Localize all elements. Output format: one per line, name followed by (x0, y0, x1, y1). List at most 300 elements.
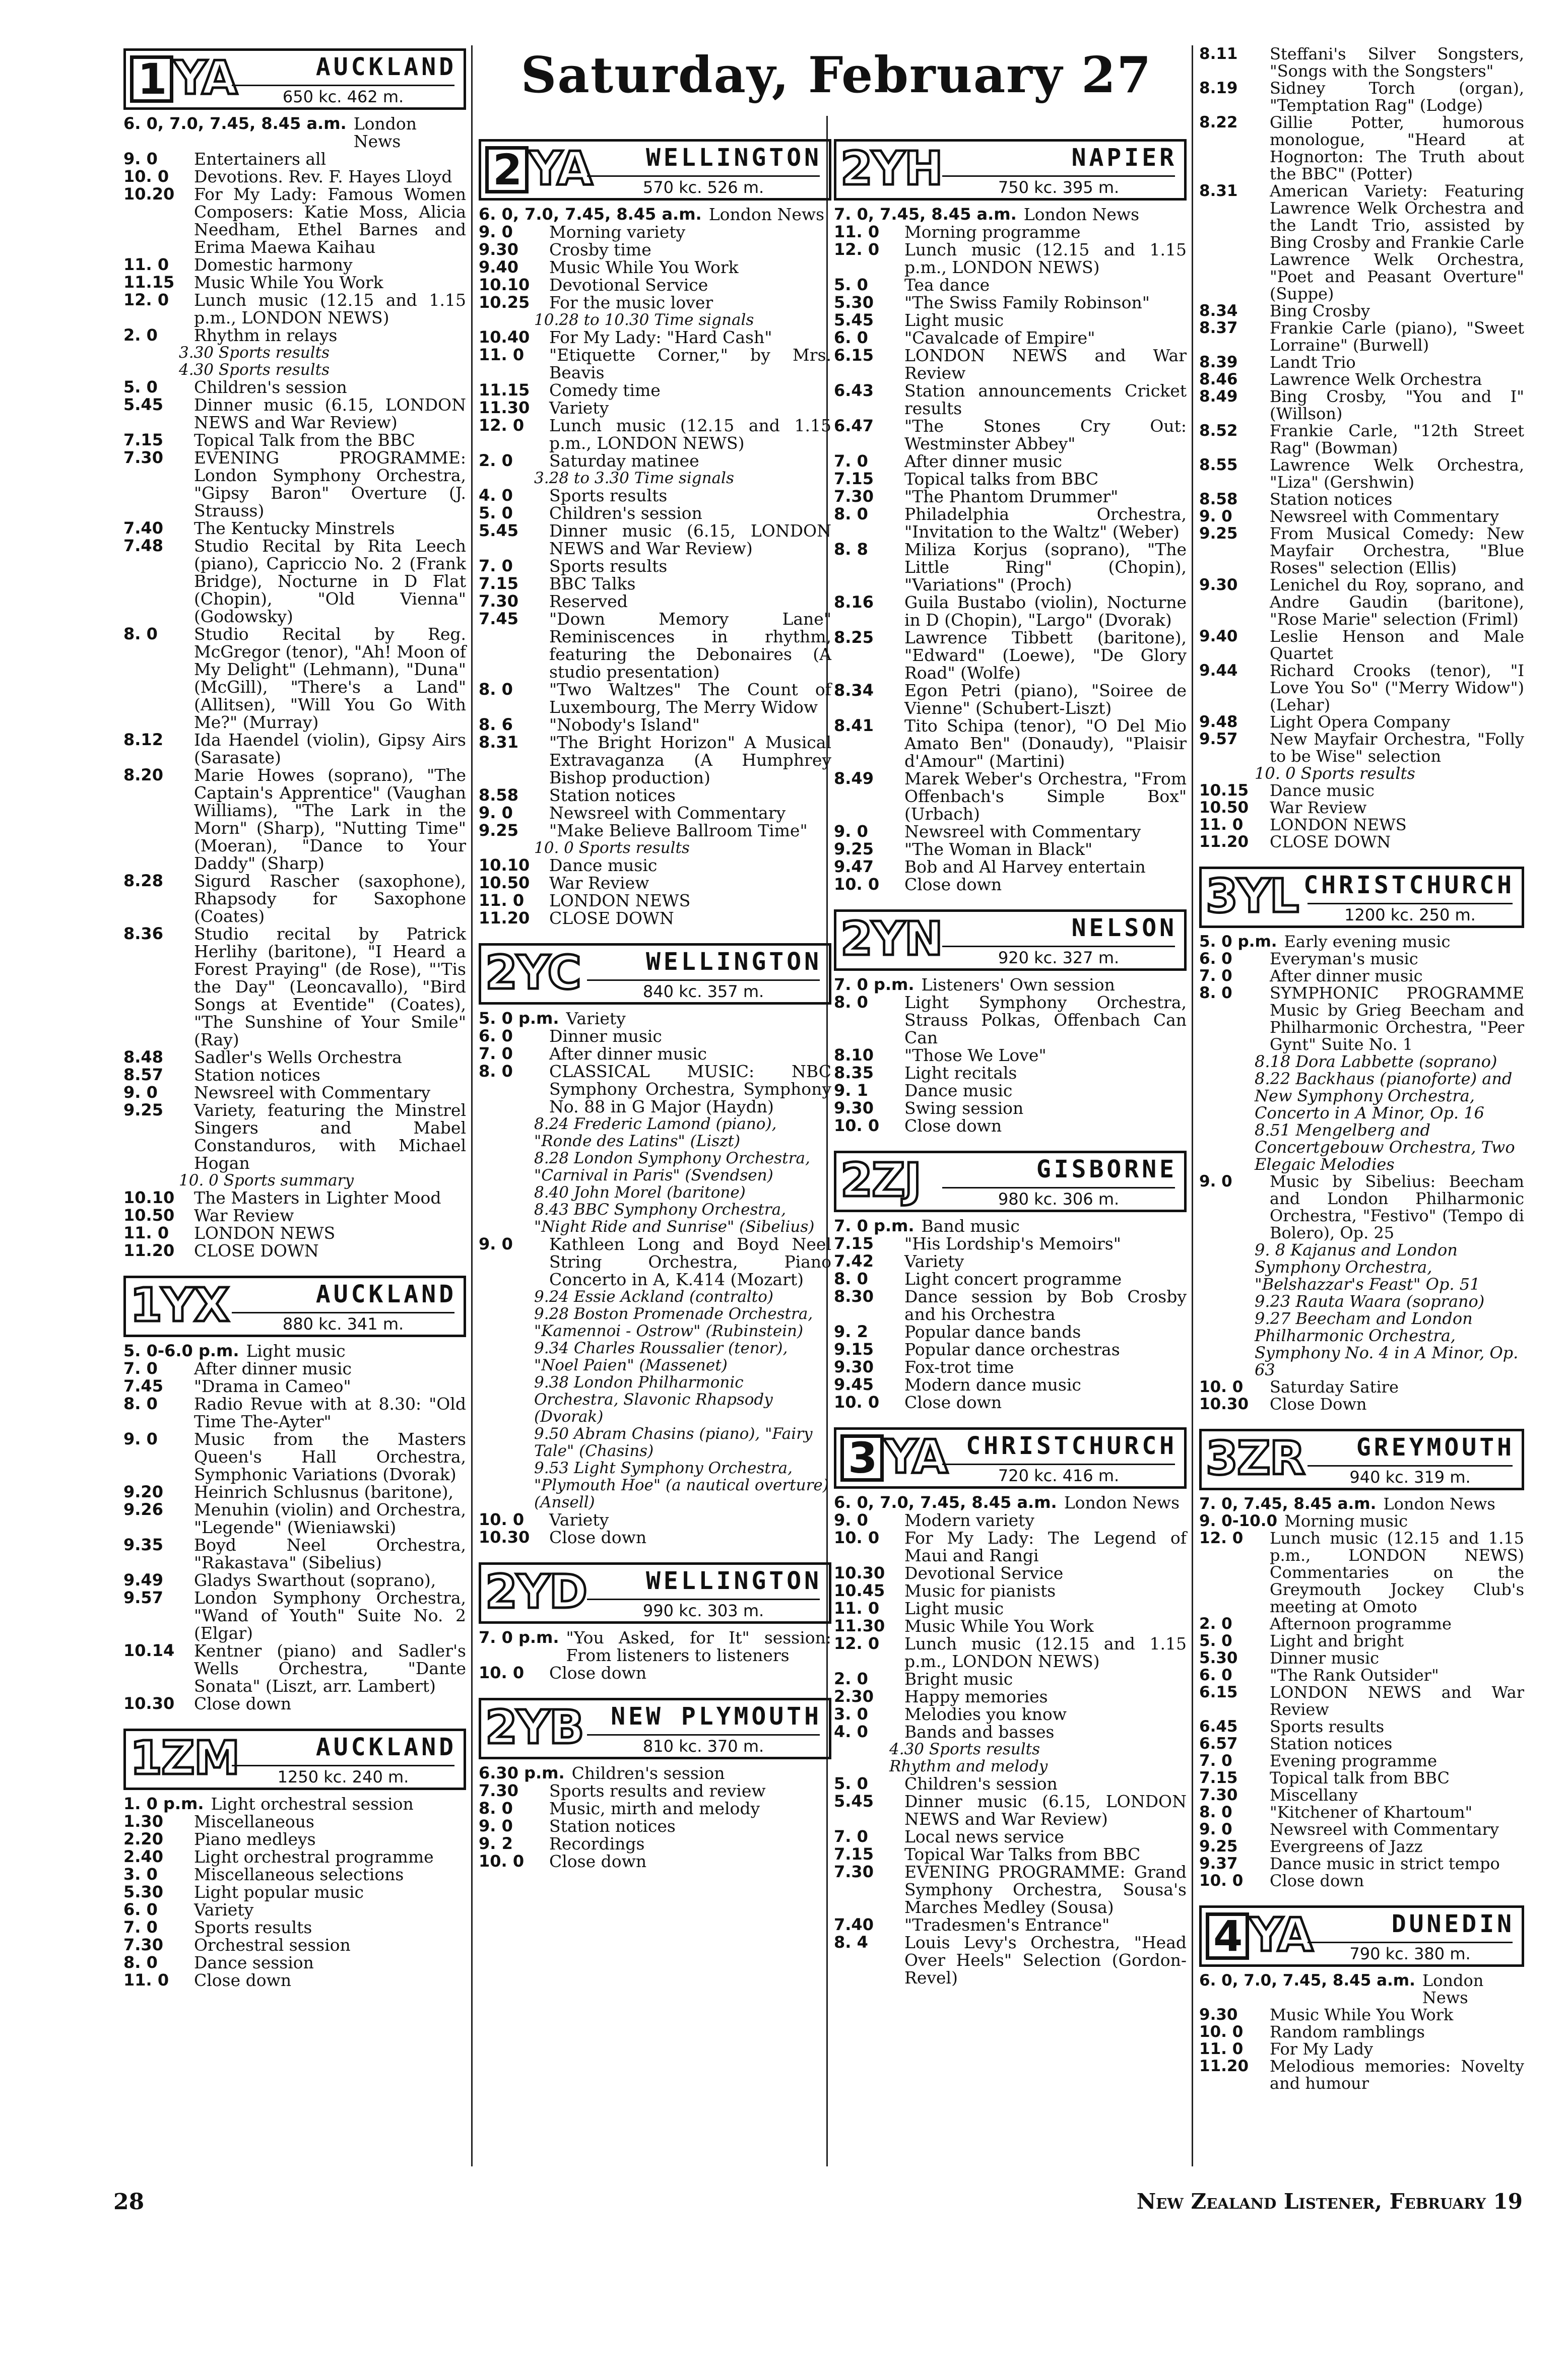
programme-description: Morning music (1284, 1511, 1408, 1531)
programme-description: Children's session (571, 1763, 725, 1783)
station-header (834, 909, 1187, 971)
programme-entry (834, 1494, 1187, 1511)
programme-description: Gladys Swarthout (soprano), (194, 1570, 436, 1590)
programme-entry (834, 1600, 1187, 1617)
station-header (123, 1276, 466, 1337)
programme-time: 10. 0 (479, 1510, 525, 1529)
programme-time: 5. 0-6.0 p.m. (123, 1341, 239, 1360)
programme-time: 8.39 (1199, 353, 1238, 371)
programme-time: 7. 0 (834, 451, 868, 471)
programme-time: 9. 0 (479, 803, 513, 822)
programme-description: Dance session (194, 1953, 314, 1972)
programme-time: 1. 0 p.m. (123, 1794, 204, 1813)
programme-entry (479, 1010, 831, 1027)
programme-description: Lenichel du Roy, soprano, and Andre Gaudin (baritone), "Rose Marie" selection (Friml) (1270, 575, 1524, 629)
station-call-sign: 3ZR (1206, 1431, 1304, 1485)
programme-entry (479, 610, 831, 681)
programme-time: 8.34 (834, 681, 874, 700)
programme-description: Marek Weber's Orchestra, "From Offenbach's Simple Box" (Urbach) (904, 769, 1187, 824)
programme-time: 11. 0 (123, 1970, 169, 1990)
programme-description: BBC Talks (549, 574, 636, 593)
programme-time: 7.15 (1199, 1769, 1238, 1787)
programme-time: 10.50 (1199, 799, 1249, 817)
programme-entry (123, 1954, 466, 1971)
programme-time: 10.10 (479, 855, 530, 875)
programme-entry (1199, 525, 1524, 576)
programme-time: 8. 0 (479, 680, 513, 699)
programme-time: 8.20 (123, 765, 163, 784)
programme-time: 5.45 (479, 521, 518, 540)
programme-entry (1199, 662, 1524, 713)
programme-description: Light recitals (904, 1063, 1017, 1083)
programme-description: Studio Recital by Rita Leech (piano), Capriccio No. 2 (Frank Bridge), Nocturne in D Flat (Chopin), "Old Vienna" (Godowsky) (194, 536, 466, 626)
programme-description: Topical War Talks from BBC (904, 1844, 1141, 1864)
programme-entry (123, 519, 466, 537)
programme-entry (834, 1617, 1187, 1635)
programme-entry (834, 505, 1187, 541)
programme-description: Devotions. Rev. F. Hayes Lloyd (194, 167, 452, 186)
programme-entry (123, 625, 466, 731)
programme-entry (479, 822, 831, 839)
station-listing (479, 139, 831, 940)
programme-description: Newsreel with Commentary (1270, 507, 1499, 526)
station-frequency: 790 kc. 380 m. (1308, 1942, 1513, 1963)
programme-time: 7.15 (479, 574, 518, 593)
programme-time: 10. 0 (1199, 1872, 1244, 1890)
programme-time: 9.26 (123, 1500, 163, 1519)
programme-subentry: 8.22 Backhaus (pianoforte) and New Symphony Orchestra, Concerto in A Minor, Op. 16 (1255, 1069, 1513, 1122)
programme-entry (834, 858, 1187, 876)
station-frequency: 980 kc. 306 m. (942, 1187, 1175, 1209)
programme-time: 6. 0 (1199, 950, 1232, 968)
programme-entry (834, 1793, 1187, 1828)
programme-entry (479, 1764, 831, 1782)
programme-entry (1199, 2040, 1524, 2058)
programme-entry (479, 1045, 831, 1063)
programme-entry (479, 1664, 831, 1682)
programme-entry (479, 328, 831, 346)
programme-description: Close down (549, 1663, 647, 1683)
programme-entry (834, 823, 1187, 840)
publication-footer: New Zealand Listener, February 19 (1136, 2189, 1523, 2214)
programme-description: Music While You Work (1270, 2005, 1454, 2024)
programme-entry (1199, 816, 1524, 833)
programme-time: 10.50 (479, 873, 530, 892)
programme-description: London News (1383, 1494, 1495, 1513)
programme-description: Sports results (549, 486, 668, 505)
station-frequency: 810 kc. 370 m. (587, 1734, 820, 1756)
station-header (1199, 867, 1524, 928)
programme-description: Sports results (1270, 1717, 1385, 1736)
programme-description: LONDON NEWS and War Review (1270, 1683, 1524, 1719)
programme-description: Dinner music (1270, 1648, 1380, 1668)
programme-description: Studio Recital by Reg. McGregor (tenor), "Ah! Moon of My Delight" (Lehmann), "Duna" (McGill), "There's a Land" (Allitsen), "Will You Go With Me?" (Murray) (194, 624, 466, 732)
programme-description: London Symphony Orchestra, "Wand of Youth" Suite No. 2 (Elgar) (194, 1588, 466, 1643)
programme-time: 5.45 (834, 1792, 874, 1811)
programme-description: Children's session (904, 1774, 1058, 1794)
programme-entry (834, 417, 1187, 452)
programme-description: Light orchestral programme (194, 1847, 434, 1867)
programme-time: 7.40 (834, 1915, 874, 1934)
programme-description: For My Lady (1270, 2039, 1374, 2059)
programme-entry (123, 1048, 466, 1066)
programme-time: 9. 1 (834, 1081, 868, 1100)
programme-subentry: 8.40 John Morel (baritone) (534, 1183, 746, 1202)
programme-time: 11.15 (123, 273, 175, 292)
programme-description: Children's session (194, 377, 347, 397)
programme-entry (834, 1117, 1187, 1135)
programme-description: For the music lover (549, 293, 713, 312)
programme-entry (834, 223, 1187, 241)
programme-description: CLOSE DOWN (549, 908, 674, 928)
programme-entry (123, 150, 466, 168)
programme-time: 6. 0, 7.0, 7.45, 8.45 a.m. (1199, 1971, 1415, 1990)
programme-description: Light orchestral session (211, 1794, 414, 1814)
programme-description: Popular dance orchestras (904, 1340, 1120, 1359)
programme-entry (479, 786, 831, 804)
station-listing (479, 1562, 831, 1695)
programme-description: Light Symphony Orchestra, Strauss Polkas, Offenbach Can Can (904, 993, 1187, 1047)
programme-description: Dance music (904, 1081, 1013, 1100)
programme-description: LONDON NEWS and War Review (904, 346, 1187, 383)
programme-entry (123, 1830, 466, 1848)
programme-description: Kathleen Long and Boyd Neel String Orchestra, Piano Concerto in A, K.414 (Mozart) (549, 1234, 831, 1289)
station-header (1199, 1429, 1524, 1490)
programme-time: 10.50 (123, 1206, 175, 1225)
programme-description: Popular dance bands (904, 1322, 1081, 1342)
programme-description: Station notices (1270, 490, 1393, 509)
programme-entry (123, 326, 466, 344)
programme-description: Sadler's Wells Orchestra (194, 1047, 402, 1067)
programme-time: 9.45 (834, 1375, 874, 1394)
programme-time: 8.48 (123, 1047, 163, 1067)
programme-description: Tea dance (904, 275, 990, 295)
station-frequency: 720 kc. 416 m. (942, 1464, 1175, 1485)
programme-entry (834, 329, 1187, 347)
programme-time: 5.30 (834, 293, 874, 312)
programme-description: Music While You Work (194, 273, 383, 292)
programme-entry (1199, 1530, 1524, 1615)
programme-entry (123, 291, 466, 326)
programme-entry (1199, 1173, 1524, 1241)
programme-subentry: 9.50 Abram Chasins (piano), "Fairy Tale" (Chasins) (534, 1425, 813, 1460)
programme-entry (479, 258, 831, 276)
column-4 (1199, 45, 1524, 2105)
programme-time: 9. 2 (479, 1834, 513, 1853)
programme-time: 9.37 (1199, 1855, 1238, 1873)
station-city: NELSON (1071, 914, 1177, 942)
programme-description: "You Asked, for It" session: From listeners to listeners (566, 1628, 831, 1665)
programme-entry (123, 396, 466, 431)
programme-description: Lawrence Welk Orchestra (1270, 370, 1482, 389)
programme-entry (479, 1511, 831, 1529)
programme-description: After dinner music (194, 1359, 352, 1378)
programme-time: 8.55 (1199, 456, 1238, 474)
programme-entry (123, 1189, 466, 1207)
programme-time: 8.37 (1199, 319, 1238, 337)
programme-time: 9. 2 (834, 1322, 868, 1341)
programme-description: Close down (194, 1970, 292, 1990)
programme-entry (479, 452, 831, 470)
station-call-sign: 2YN (840, 912, 942, 966)
programme-time: 8.34 (1199, 302, 1238, 320)
programme-time: 8.49 (834, 769, 874, 788)
programme-description: Orchestral session (194, 1935, 351, 1955)
programme-entry (1199, 628, 1524, 662)
programme-time: 9.15 (834, 1340, 874, 1359)
programme-entry (1199, 508, 1524, 525)
programme-description: "Down Memory Lane" Reminiscences in rhythm, featuring the Debonaires (A studio presentation) (549, 609, 831, 682)
programme-time: 11. 0 (479, 891, 525, 910)
programme-description: Melodious memories: Novelty and humour (1270, 2057, 1524, 2093)
programme-entry (834, 1582, 1187, 1600)
programme-entry (479, 206, 831, 223)
programme-entry (1199, 1649, 1524, 1667)
programme-time: 6.43 (834, 381, 874, 400)
programme-subentry: 8.28 London Symphony Orchestra, "Carnival in Paris" (Svendsen) (534, 1149, 810, 1184)
programme-time: 11.30 (479, 398, 530, 417)
programme-description: Happy memories (904, 1687, 1048, 1706)
programme-description: Richard Crooks (tenor), "I Love You So" ("Merry Widow") (Lehar) (1270, 661, 1524, 714)
programme-time: 6.15 (1199, 1683, 1238, 1701)
programme-time: 7.30 (123, 448, 163, 467)
station-listing (834, 1427, 1187, 2000)
programme-description: Domestic harmony (194, 255, 353, 275)
programme-time: 8.58 (1199, 490, 1238, 508)
station-listing (834, 1151, 1187, 1424)
programme-description: "The Bright Horizon" A Musical Extravaganza (A Humphrey Bishop production) (549, 733, 831, 787)
programme-description: Topical Talk from the BBC (194, 430, 415, 450)
programme-time: 6. 0, 7.0, 7.45, 8.45 a.m. (479, 205, 702, 224)
programme-time: 5.30 (1199, 1649, 1238, 1667)
programme-entry (1199, 114, 1524, 182)
programme-entry (479, 892, 831, 909)
programme-time: 8.46 (1199, 370, 1238, 388)
programme-description: Melodies you know (904, 1704, 1067, 1724)
programme-entry (479, 681, 831, 716)
station-city: WELLINGTON (646, 144, 822, 172)
programme-description: Menuhin (violin) and Orchestra, "Legende" (Wieniawski) (194, 1500, 466, 1537)
programme-entry (1199, 2006, 1524, 2023)
station-frequency: 570 kc. 526 m. (587, 175, 820, 197)
programme-entry (1199, 833, 1524, 850)
programme-entry (834, 1775, 1187, 1793)
programme-time: 10.30 (1199, 1395, 1249, 1413)
programme-entry (123, 1501, 466, 1536)
programme-entry (479, 575, 831, 592)
station-listing (834, 139, 1187, 906)
programme-time: 8.52 (1199, 422, 1238, 440)
programme-time: 9. 0 (834, 1510, 868, 1530)
programme-description: Marie Howes (soprano), "The Captain's Apprentice" (Vaughan Williams), "The Lark in the Morn" (Sharp), "Nutting Time" (Moeran), "Dance to Your Daddy" (Sharp) (194, 765, 466, 873)
programme-entry (123, 1971, 466, 1989)
programme-entry (1199, 782, 1524, 799)
programme-time: 5. 0 p.m. (1199, 933, 1277, 951)
programme-entry (1199, 1821, 1524, 1838)
programme-entry (479, 592, 831, 610)
programme-description: "Drama in Cameo" (194, 1376, 351, 1396)
programme-entry (123, 1571, 466, 1589)
programme-entry (123, 1430, 466, 1483)
programme-entry (834, 541, 1187, 593)
programme-time: 2. 0 (834, 1669, 868, 1688)
programme-time: 9.25 (123, 1100, 163, 1119)
programme-description: After dinner music (904, 451, 1063, 471)
programme-entry (479, 734, 831, 786)
programme-description: Music from the Masters Queen's Hall Orchestra, Symphonic Variations (Dvorak) (194, 1429, 466, 1484)
programme-entry (123, 1813, 466, 1830)
programme-entry (1199, 1752, 1524, 1769)
programme-time: 10. 0 (123, 167, 169, 186)
programme-description: Newsreel with Commentary (1270, 1820, 1499, 1839)
programme-time: 11. 0 (834, 222, 880, 241)
programme-entry (834, 1564, 1187, 1582)
station-listing (123, 1276, 466, 1726)
programme-entry (834, 593, 1187, 629)
programme-entry (834, 1288, 1187, 1323)
programme-description: Miscellany (1270, 1786, 1358, 1805)
page-title: Saturday, February 27 (520, 46, 1152, 104)
programme-entry (1199, 1495, 1524, 1512)
station-header (1199, 1905, 1524, 1967)
programme-entry (479, 1235, 831, 1288)
programme-time: 6. 0 (123, 1900, 158, 1919)
programme-description: Station notices (194, 1065, 320, 1085)
programme-entry (479, 1529, 831, 1546)
programme-time: 9.20 (123, 1482, 163, 1501)
programme-entry (834, 1323, 1187, 1341)
programme-description: LONDON NEWS (194, 1223, 336, 1243)
programme-entry (479, 1063, 831, 1115)
programme-description: Piano medleys (194, 1829, 316, 1849)
programme-entry (1199, 302, 1524, 319)
programme-entry (834, 770, 1187, 823)
programme-description: Variety (549, 398, 609, 418)
programme-entry (834, 1635, 1187, 1670)
programme-description: Rhythm in relays (194, 325, 338, 345)
programme-description: Philadelphia Orchestra, "Invitation to the Waltz" (Weber) (904, 504, 1187, 542)
programme-time: 7. 0, 7.45, 8.45 a.m. (1199, 1495, 1377, 1513)
programme-description: "Tradesmen's Entrance" (904, 1915, 1110, 1935)
programme-time: 8. 6 (479, 715, 513, 734)
programme-description: Station announcements Cricket results (904, 381, 1187, 418)
programme-time: 8.58 (479, 785, 518, 805)
column-rule (471, 45, 473, 2166)
programme-entry (123, 1901, 466, 1919)
programme-entry (1199, 1378, 1524, 1396)
programme-entry (834, 1916, 1187, 1934)
programme-entry (123, 537, 466, 625)
programme-description: Frankie Carle, "12th Street Rag" (Bowman) (1270, 421, 1524, 457)
programme-entry (834, 1082, 1187, 1099)
programme-entry (834, 876, 1187, 893)
programme-time: 8.35 (834, 1063, 874, 1082)
programme-entry (479, 1782, 831, 1800)
programme-time: 9.35 (123, 1535, 163, 1554)
programme-entry (123, 115, 466, 150)
programme-entry (1199, 1684, 1524, 1718)
programme-entry (1199, 967, 1524, 984)
programme-time: 7.15 (123, 430, 163, 449)
programme-description: Bob and Al Harvey entertain (904, 857, 1146, 877)
programme-entry (479, 856, 831, 874)
station-frequency: 650 kc. 462 m. (232, 85, 454, 106)
programme-entry (834, 1705, 1187, 1723)
programme-entry (834, 629, 1187, 682)
programme-time: 9. 0 (123, 1083, 158, 1102)
programme-time: 5.45 (123, 395, 163, 414)
programme-time: 9. 0 (1199, 507, 1232, 525)
programme-time: 8.22 (1199, 113, 1238, 131)
programme-time: 9.25 (479, 821, 518, 840)
programme-entry (1199, 182, 1524, 302)
programme-time: 9.25 (834, 839, 874, 858)
programme-time: 5. 0 (834, 275, 868, 294)
programme-time: 7. 0 p.m. (479, 1628, 559, 1647)
programme-entry (834, 1394, 1187, 1411)
programme-time: 7.30 (479, 1781, 518, 1800)
programme-time: 7.15 (834, 1234, 874, 1253)
programme-time: 6. 0 (479, 1026, 513, 1045)
station-header (479, 1562, 831, 1624)
programme-entry (834, 1270, 1187, 1288)
programme-entry (1199, 1718, 1524, 1735)
programme-entry (479, 1629, 831, 1664)
programme-entry (1199, 1769, 1524, 1787)
programme-time: 10. 0 (479, 1663, 525, 1682)
programme-time: 11.20 (123, 1241, 175, 1260)
programme-description: EVENING PROGRAMME: London Symphony Orchestra, "Gipsy Baron" Overture (J. Strauss) (194, 448, 466, 520)
programme-entry (479, 909, 831, 927)
programme-entry (1199, 576, 1524, 628)
programme-entry (834, 1863, 1187, 1916)
programme-time: 10. 0 (479, 1852, 525, 1871)
programme-time: 8. 0 (1199, 984, 1232, 1002)
programme-description: For My Lady: "Hard Cash" (549, 327, 772, 347)
station-city: AUCKLAND (315, 53, 456, 81)
programme-time: 7.48 (123, 536, 163, 555)
programme-description: Station notices (549, 785, 676, 805)
programme-description: After dinner music (1270, 966, 1423, 985)
programme-time: 10. 0 (834, 1116, 880, 1135)
programme-entry (834, 1670, 1187, 1688)
programme-entry (1199, 1838, 1524, 1855)
programme-description: Devotional Service (904, 1563, 1064, 1583)
programme-time: 6.45 (1199, 1717, 1238, 1736)
programme-entry (1199, 2023, 1524, 2040)
programme-description: Reserved (549, 591, 628, 611)
programme-subentry: 9.53 Light Symphony Orchestra, "Plymouth Hoe" (a nautical overture) (Ansell) (534, 1459, 829, 1511)
programme-entry (1199, 984, 1524, 1053)
programme-time: 10. 0 (1199, 2023, 1244, 2041)
programme-description: Lunch music (12.15 and 1.15 p.m., LONDON NEWS) Commentaries on the Greymouth Jockey Club's meeting at Omoto (1270, 1529, 1524, 1616)
programme-time: 2. 0 (123, 325, 158, 345)
programme-entry (123, 1936, 466, 1954)
programme-subentry: 9.38 London Philharmonic Orchestra, Slavonic Rhapsody (Dvorak) (534, 1373, 773, 1426)
programme-description: Dinner music (6.15, LONDON NEWS and War Review) (904, 1792, 1187, 1829)
programme-time: 8.31 (1199, 182, 1238, 200)
programme-time: 9.25 (1199, 524, 1238, 543)
station-header (834, 1151, 1187, 1212)
programme-description: Afternoon programme (1270, 1614, 1452, 1633)
programme-description: Morning programme (904, 222, 1081, 242)
programme-entry (834, 470, 1187, 488)
programme-time: 9.57 (123, 1588, 163, 1607)
programme-time: 4. 0 (834, 1722, 868, 1741)
programme-time: 8.19 (1199, 79, 1238, 97)
programme-entry (834, 1046, 1187, 1064)
programme-description: "Nobody's Island" (549, 715, 700, 735)
